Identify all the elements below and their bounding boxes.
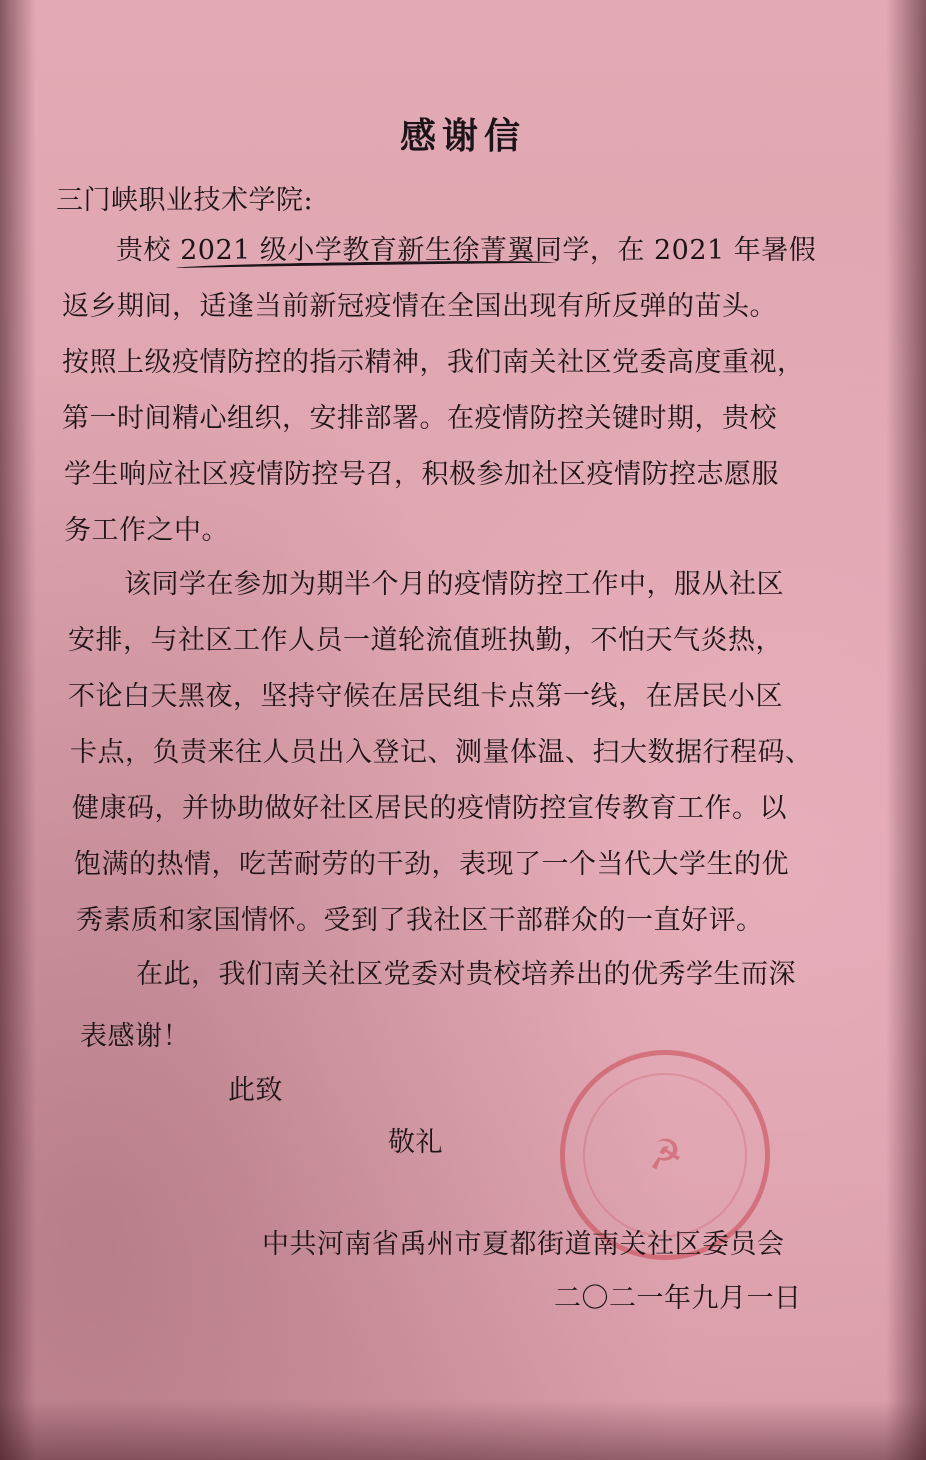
paragraph2-line: 安排，与社区工作人员一道轮流值班执勤，不怕天气炎热， — [68, 625, 783, 656]
paragraph1-line: 返乡期间，适逢当前新冠疫情在全国出现有所反弹的苗头。 — [62, 291, 777, 322]
paragraph1-line: 学生响应社区疫情防控号召，积极参加社区疫情防控志愿服 — [64, 459, 779, 490]
paragraph2-line: 该同学在参加为期半个月的疫情防控工作中，服从社区 — [124, 569, 784, 600]
salutation: 三门峡职业技术学院: — [56, 185, 314, 216]
bottom-edge-shadow — [0, 1400, 926, 1460]
seal-emblem-icon: ☭ — [644, 1129, 686, 1181]
paragraph2-line: 饱满的热情，吃苦耐劳的干劲，表现了一个当代大学生的优 — [74, 849, 789, 880]
paragraph2-line: 秀素质和家国情怀。受到了我社区干部群众的一直好评。 — [76, 905, 764, 936]
paragraph2-line: 健康码，并协助做好社区居民的疫情防控宣传教育工作。以 — [72, 793, 787, 824]
letter-date: 二〇二一年九月一日 — [554, 1283, 802, 1314]
paragraph2-line: 卡点，负责来往人员出入登记、测量体温、扫大数据行程码、 — [70, 737, 813, 768]
signature: 中共河南省禹州市夏都街道南关社区委员会 — [262, 1229, 785, 1260]
paragraph1-line: 按照上级疫情防控的指示精神，我们南关社区党委高度重视， — [62, 347, 805, 378]
letter-title: 感谢信 — [399, 115, 526, 157]
paragraph1-line: 第一时间精心组织，安排部署。在疫情防控关键时期，贵校 — [62, 403, 777, 434]
right-edge-shadow — [886, 0, 926, 1460]
closing-salute: 敬礼 — [388, 1127, 443, 1158]
paragraph1-line: 务工作之中。 — [64, 515, 229, 546]
paragraph3-line: 在此，我们南关社区党委对贵校培养出的优秀学生而深 — [136, 959, 796, 990]
paragraph3-line: 表感谢！ — [80, 1021, 190, 1052]
paragraph2-line: 不论白天黑夜，坚持守候在居民组卡点第一线，在居民小区 — [68, 681, 783, 712]
paragraph1-line: 贵校 2021 级小学教育新生徐菁翼同学，在 2021 年暑假 — [116, 235, 817, 266]
closing-greeting: 此致 — [228, 1075, 283, 1106]
left-edge-shadow — [0, 0, 36, 1460]
